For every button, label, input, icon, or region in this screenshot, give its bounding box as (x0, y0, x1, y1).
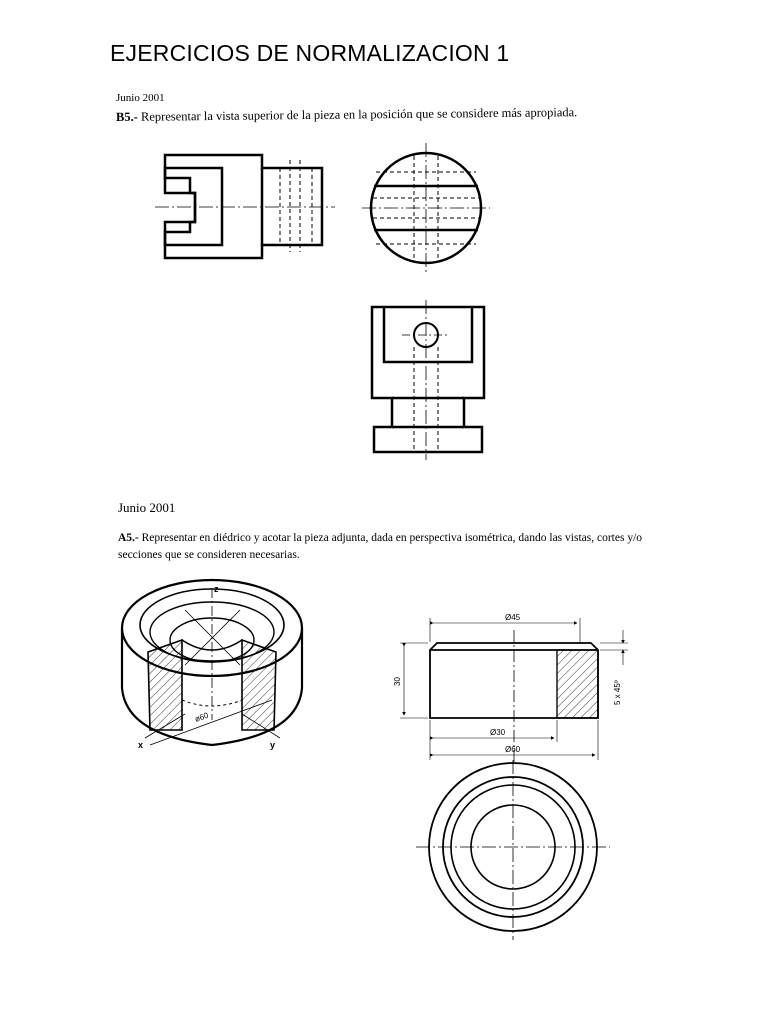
iso-z-label: z (214, 584, 219, 594)
b5-lower-view (372, 300, 484, 460)
exercise-b5-code: B5.- (115, 109, 138, 124)
a5-section-view (400, 618, 628, 765)
dim-chamfer: 5 x 45º (613, 680, 622, 705)
b5-front-view (155, 155, 335, 258)
dim-height-30: 30 (393, 677, 402, 686)
a5-plan-view (416, 760, 610, 940)
a5-isometric-view (122, 580, 302, 745)
dim-diameter-60: Ø60 (505, 745, 521, 754)
page-title: EJERCICIOS DE NORMALIZACION 1 (110, 40, 510, 66)
exercise-b5-date: Junio 2001 (116, 92, 165, 104)
exercise-b5-text: Representar la vista superior de la pieza en la posición que se considere más apropiada. (137, 105, 578, 124)
iso-y-label: y (270, 740, 276, 750)
b5-side-view (362, 143, 490, 273)
dim-diameter-45: Ø45 (505, 613, 521, 622)
exercise-a5-date: Junio 2001 (118, 500, 176, 515)
exercise-a5-code: A5.- (118, 532, 139, 544)
exercise-a5-text: Representar en diédrico y acotar la pieza adjunta, dada en perspectiva isométrica, dando las vistas, cortes y/o secciones que se consideren necesarias. (118, 532, 643, 561)
iso-diameter-label: ø60 (193, 710, 210, 724)
iso-x-label: x (138, 740, 144, 750)
dim-diameter-30: Ø30 (490, 728, 506, 737)
